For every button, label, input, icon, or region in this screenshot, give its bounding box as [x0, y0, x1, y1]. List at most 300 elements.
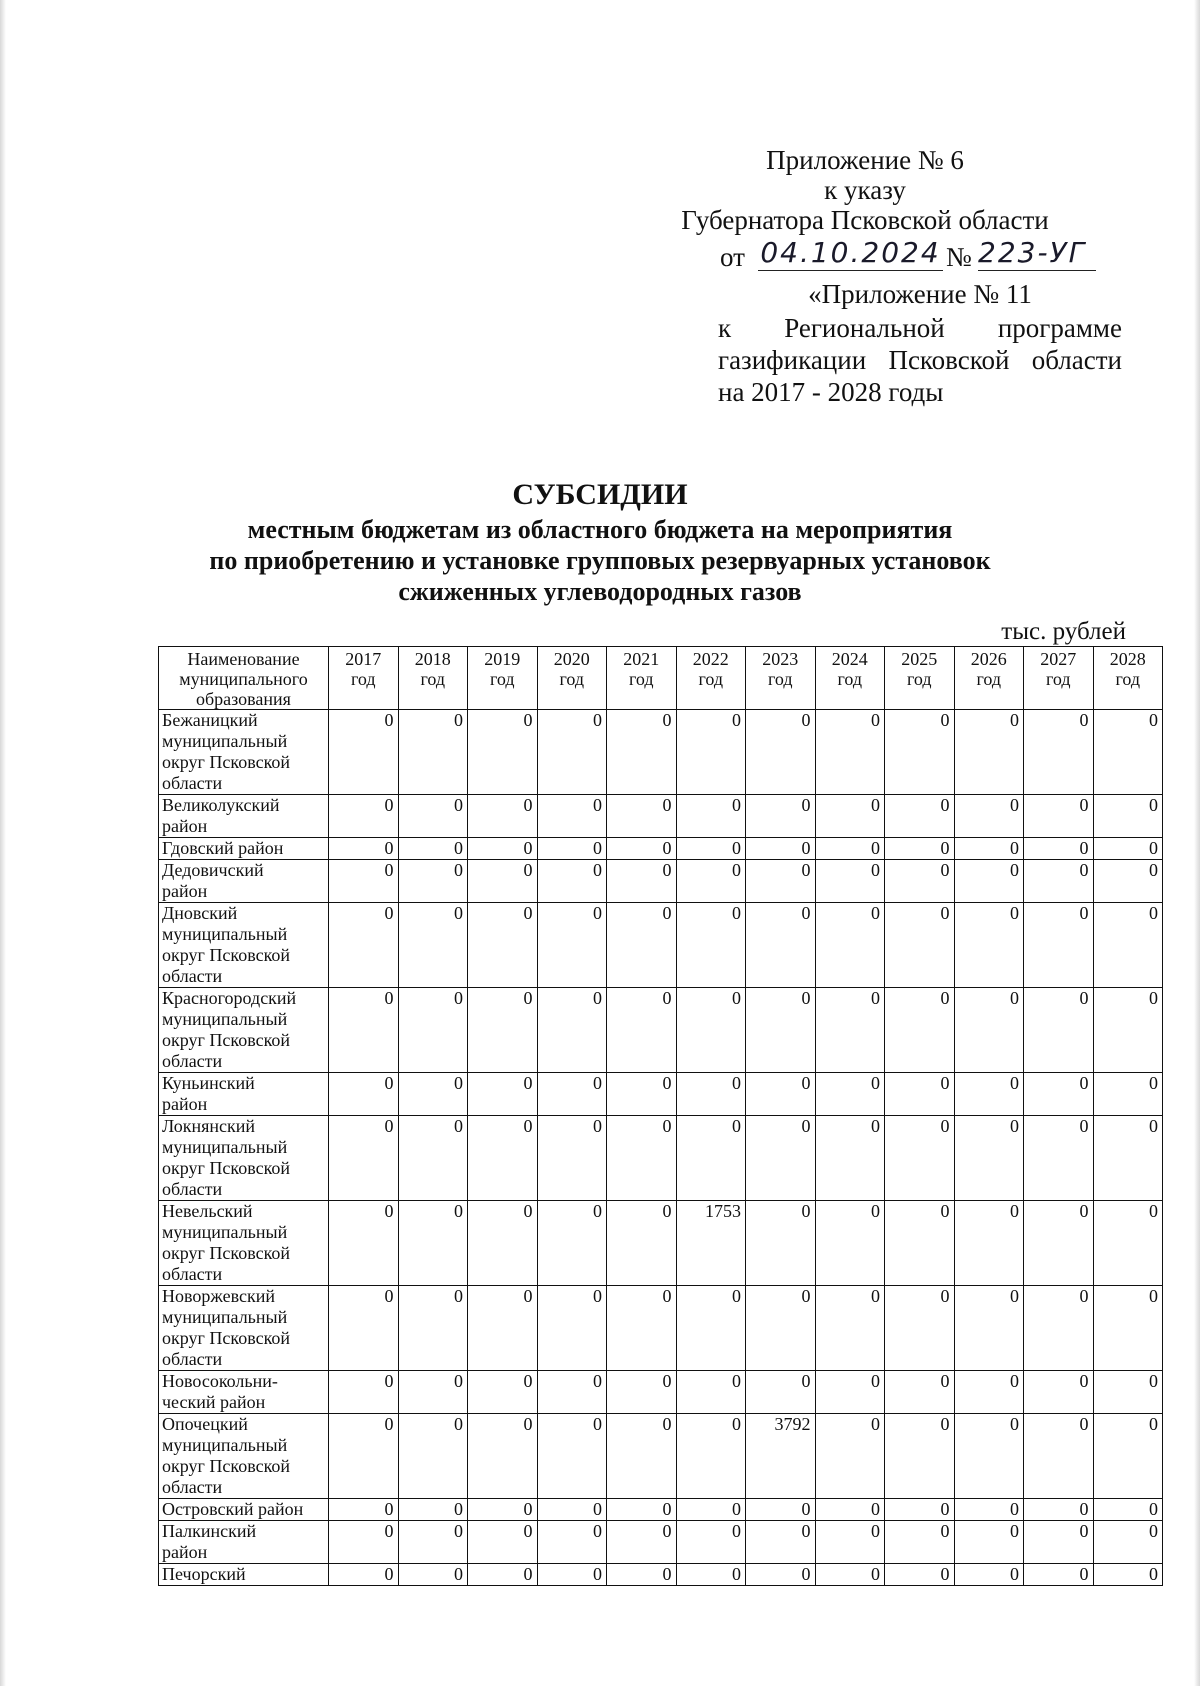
year-suffix: год [837, 669, 863, 689]
value-cell: 0 [815, 903, 885, 988]
value-cell: 0 [1093, 1201, 1163, 1286]
table-row [159, 795, 1163, 838]
program-appendix-title: «Приложение № 11 [808, 279, 1032, 309]
word: к [718, 313, 732, 343]
municipality-name-line: муниципальный [162, 731, 288, 751]
value-cell: 0 [954, 1286, 1024, 1371]
value-cell: 0 [815, 795, 885, 838]
value-cell: 0 [398, 795, 468, 838]
year-label: 2022 [692, 649, 729, 669]
value-cell: 0 [537, 1564, 607, 1586]
municipality-name-line: Гдовский район [162, 838, 284, 858]
municipality-name-cell [159, 795, 329, 838]
municipality-name-cell [159, 988, 329, 1073]
table-row [159, 1564, 1163, 1586]
municipality-name-line: Локнянский [162, 1116, 256, 1136]
value-cell: 0 [885, 903, 955, 988]
municipality-name-line: Опочецкий [162, 1414, 248, 1434]
column-header-year [885, 647, 955, 710]
column-header-year [1024, 647, 1094, 710]
program-appendix-line: на 2017 - 2028 годы [718, 377, 944, 407]
value-cell: 0 [468, 1371, 538, 1414]
value-cell: 3792 [746, 1414, 816, 1499]
value-cell: 0 [746, 1371, 816, 1414]
value-cell: 0 [607, 1499, 677, 1521]
value-cell: 1753 [676, 1201, 746, 1286]
value-cell: 0 [1093, 710, 1163, 795]
value-cell: 0 [815, 1414, 885, 1499]
municipality-name-line: Куньинский [162, 1073, 255, 1093]
value-cell: 0 [329, 1073, 399, 1116]
program-appendix-line [718, 312, 1122, 344]
municipality-name-line: Печорский [162, 1564, 246, 1584]
word: программе [997, 313, 1122, 343]
table-row [159, 1371, 1163, 1414]
value-cell: 0 [537, 988, 607, 1073]
value-cell: 0 [746, 903, 816, 988]
header-line: муниципального [179, 669, 308, 689]
value-cell: 0 [537, 1201, 607, 1286]
value-cell: 0 [1093, 1564, 1163, 1586]
municipality-name-cell [159, 710, 329, 795]
header-line: образования [196, 689, 291, 709]
value-cell: 0 [468, 1521, 538, 1564]
municipality-name-line: муниципальный [162, 1137, 288, 1157]
column-header-year [398, 647, 468, 710]
title-main: СУБСИДИИ [512, 478, 688, 511]
municipality-name-cell [159, 903, 329, 988]
value-cell: 0 [746, 838, 816, 860]
value-cell: 0 [607, 710, 677, 795]
table-row [159, 1073, 1163, 1116]
municipality-name-line: муниципальный [162, 1307, 288, 1327]
year-label: 2017 [345, 649, 382, 669]
municipality-name-line: округ Псковской [162, 1030, 291, 1050]
year-label: 2023 [762, 649, 799, 669]
value-cell: 0 [746, 1201, 816, 1286]
value-cell: 0 [468, 710, 538, 795]
order-number-handwritten: 223-УГ [978, 236, 1096, 271]
municipality-name-line: ческий район [162, 1392, 266, 1412]
municipality-name-cell [159, 1073, 329, 1116]
value-cell: 0 [329, 1286, 399, 1371]
value-cell: 0 [1024, 1414, 1094, 1499]
value-cell: 0 [607, 903, 677, 988]
year-label: 2020 [553, 649, 590, 669]
value-cell: 0 [815, 1116, 885, 1201]
value-cell: 0 [954, 1414, 1024, 1499]
appendix-reference [630, 145, 1100, 235]
value-cell: 0 [954, 1521, 1024, 1564]
municipality-name-cell [159, 1286, 329, 1371]
year-label: 2019 [484, 649, 521, 669]
value-cell: 0 [1024, 1521, 1094, 1564]
value-cell: 0 [676, 1564, 746, 1586]
value-cell: 0 [1093, 1073, 1163, 1116]
value-cell: 0 [885, 1564, 955, 1586]
value-cell: 0 [885, 988, 955, 1073]
order-prefix: от [720, 242, 745, 272]
header-line: Наименование [187, 649, 300, 669]
value-cell: 0 [885, 1201, 955, 1286]
column-header-name [159, 647, 329, 710]
value-cell: 0 [885, 1116, 955, 1201]
order-date-handwritten: 04.10.2024 [758, 236, 943, 271]
value-cell: 0 [1024, 795, 1094, 838]
order-number-label: № [946, 242, 972, 272]
value-cell: 0 [468, 903, 538, 988]
value-cell: 0 [398, 1371, 468, 1414]
value-cell: 0 [954, 1371, 1024, 1414]
value-cell: 0 [537, 838, 607, 860]
value-cell: 0 [329, 860, 399, 903]
value-cell: 0 [746, 1073, 816, 1116]
municipality-name-cell [159, 1371, 329, 1414]
value-cell: 0 [468, 1201, 538, 1286]
value-cell: 0 [1024, 710, 1094, 795]
value-cell: 0 [468, 1073, 538, 1116]
value-cell: 0 [954, 838, 1024, 860]
value-cell: 0 [954, 795, 1024, 838]
value-cell: 0 [885, 860, 955, 903]
value-cell: 0 [1024, 1201, 1094, 1286]
value-cell: 0 [676, 795, 746, 838]
municipality-name-line: муниципальный [162, 924, 288, 944]
value-cell: 0 [676, 1371, 746, 1414]
value-cell: 0 [468, 838, 538, 860]
value-cell: 0 [468, 860, 538, 903]
municipality-name-cell [159, 1521, 329, 1564]
year-suffix: год [350, 669, 376, 689]
value-cell: 0 [607, 1116, 677, 1201]
column-header-year [954, 647, 1024, 710]
value-cell: 0 [815, 1521, 885, 1564]
value-cell: 0 [607, 1414, 677, 1499]
value-cell: 0 [537, 1521, 607, 1564]
value-cell: 0 [607, 1521, 677, 1564]
value-cell: 0 [329, 710, 399, 795]
value-cell: 0 [885, 795, 955, 838]
value-cell: 0 [398, 838, 468, 860]
year-label: 2025 [901, 649, 938, 669]
value-cell: 0 [1093, 1521, 1163, 1564]
column-header-year [329, 647, 399, 710]
value-cell: 0 [1093, 1414, 1163, 1499]
municipality-name-line: округ Псковской [162, 1456, 291, 1476]
value-cell: 0 [954, 903, 1024, 988]
value-cell: 0 [468, 1564, 538, 1586]
word: Псковской [888, 345, 1010, 375]
value-cell: 0 [746, 1286, 816, 1371]
order-line [720, 236, 1100, 276]
value-cell: 0 [537, 795, 607, 838]
value-cell: 0 [746, 1521, 816, 1564]
value-cell: 0 [815, 838, 885, 860]
year-suffix: год [767, 669, 793, 689]
table-row [159, 1201, 1163, 1286]
year-label: 2021 [623, 649, 660, 669]
value-cell: 0 [746, 1499, 816, 1521]
value-cell: 0 [1093, 860, 1163, 903]
value-cell: 0 [1024, 860, 1094, 903]
value-cell: 0 [607, 795, 677, 838]
value-cell: 0 [537, 860, 607, 903]
column-header-year [746, 647, 816, 710]
value-cell: 0 [815, 988, 885, 1073]
value-cell: 0 [1024, 1371, 1094, 1414]
value-cell: 0 [329, 1116, 399, 1201]
value-cell: 0 [398, 1286, 468, 1371]
municipality-name-line: Островский район [162, 1499, 304, 1519]
column-header-year [676, 647, 746, 710]
value-cell: 0 [329, 988, 399, 1073]
municipality-name-line: области [162, 1349, 223, 1369]
value-cell: 0 [468, 1286, 538, 1371]
municipality-name-cell [159, 1499, 329, 1521]
value-cell: 0 [815, 710, 885, 795]
year-label: 2028 [1109, 649, 1146, 669]
value-cell: 0 [1093, 988, 1163, 1073]
value-cell: 0 [815, 1286, 885, 1371]
municipality-name-line: Дновский [162, 903, 238, 923]
municipality-name-line: муниципальный [162, 1009, 288, 1029]
value-cell: 0 [398, 988, 468, 1073]
value-cell: 0 [398, 1499, 468, 1521]
value-cell: 0 [954, 1499, 1024, 1521]
units-label: тыс. рублей [1001, 618, 1126, 645]
value-cell: 0 [1093, 1286, 1163, 1371]
value-cell: 0 [1093, 1116, 1163, 1201]
municipality-name-line: области [162, 1477, 223, 1497]
value-cell: 0 [398, 1414, 468, 1499]
value-cell: 0 [607, 1564, 677, 1586]
value-cell: 0 [607, 1286, 677, 1371]
municipality-name-line: район [162, 1542, 208, 1562]
year-suffix: год [1045, 669, 1071, 689]
value-cell: 0 [537, 1414, 607, 1499]
value-cell: 0 [607, 1371, 677, 1414]
value-cell: 0 [676, 1499, 746, 1521]
year-suffix: год [559, 669, 585, 689]
column-header-year [468, 647, 538, 710]
value-cell: 0 [676, 710, 746, 795]
program-appendix-line [718, 344, 1122, 376]
value-cell: 0 [607, 838, 677, 860]
column-header-year [607, 647, 677, 710]
value-cell: 0 [746, 710, 816, 795]
municipality-name-line: Великолукский [162, 795, 280, 815]
value-cell: 0 [398, 1564, 468, 1586]
municipality-name-line: области [162, 1179, 223, 1199]
value-cell: 0 [468, 988, 538, 1073]
value-cell: 0 [1024, 1564, 1094, 1586]
table-row [159, 988, 1163, 1073]
municipality-name-line: Дедовичский [162, 860, 264, 880]
value-cell: 0 [537, 1073, 607, 1116]
value-cell: 0 [537, 903, 607, 988]
value-cell: 0 [329, 903, 399, 988]
value-cell: 0 [537, 1499, 607, 1521]
municipality-name-cell [159, 838, 329, 860]
column-header-year [815, 647, 885, 710]
municipality-name-line: округ Псковской [162, 1243, 291, 1263]
value-cell: 0 [746, 1116, 816, 1201]
table-body [159, 710, 1163, 1586]
value-cell: 0 [468, 1499, 538, 1521]
municipality-name-cell [159, 1564, 329, 1586]
municipality-name-line: Красногородский [162, 988, 297, 1008]
value-cell: 0 [1024, 903, 1094, 988]
table-row [159, 1286, 1163, 1371]
municipality-name-line: район [162, 881, 208, 901]
value-cell: 0 [398, 1521, 468, 1564]
municipality-name-line: округ Псковской [162, 945, 291, 965]
municipality-name-line: район [162, 816, 208, 836]
table-header-row [159, 647, 1163, 710]
value-cell: 0 [954, 1073, 1024, 1116]
value-cell: 0 [1024, 1286, 1094, 1371]
value-cell: 0 [329, 1371, 399, 1414]
value-cell: 0 [676, 1286, 746, 1371]
value-cell: 0 [815, 1371, 885, 1414]
municipality-name-line: области [162, 1264, 223, 1284]
value-cell: 0 [329, 1201, 399, 1286]
value-cell: 0 [746, 988, 816, 1073]
value-cell: 0 [468, 795, 538, 838]
value-cell: 0 [954, 988, 1024, 1073]
year-label: 2027 [1040, 649, 1077, 669]
value-cell: 0 [1024, 838, 1094, 860]
value-cell: 0 [398, 710, 468, 795]
value-cell: 0 [954, 1201, 1024, 1286]
value-cell: 0 [885, 1073, 955, 1116]
subsidies-table [158, 646, 1163, 1586]
municipality-name-line: области [162, 1051, 223, 1071]
table-row [159, 1521, 1163, 1564]
municipality-name-cell [159, 1201, 329, 1286]
municipality-name-line: муниципальный [162, 1435, 288, 1455]
value-cell: 0 [676, 988, 746, 1073]
value-cell: 0 [954, 1116, 1024, 1201]
table-row [159, 1116, 1163, 1201]
municipality-name-line: области [162, 773, 223, 793]
year-suffix: год [906, 669, 932, 689]
value-cell: 0 [954, 710, 1024, 795]
municipality-name-cell [159, 860, 329, 903]
value-cell: 0 [815, 1073, 885, 1116]
title-sub: местным бюджетам из областного бюджета на мероприятия [247, 515, 953, 544]
municipality-name-cell [159, 1116, 329, 1201]
value-cell: 0 [329, 838, 399, 860]
value-cell: 0 [954, 860, 1024, 903]
year-label: 2026 [970, 649, 1007, 669]
column-header-year [1093, 647, 1163, 710]
municipality-name-line: области [162, 966, 223, 986]
municipality-name-line: Новосокольни- [162, 1371, 278, 1391]
municipality-name-cell [159, 1414, 329, 1499]
column-header-year [537, 647, 607, 710]
value-cell: 0 [1024, 1073, 1094, 1116]
value-cell: 0 [398, 1201, 468, 1286]
value-cell: 0 [954, 1564, 1024, 1586]
municipality-name-line: округ Псковской [162, 1328, 291, 1348]
value-cell: 0 [885, 1499, 955, 1521]
table-row [159, 710, 1163, 795]
value-cell: 0 [676, 860, 746, 903]
year-suffix: год [489, 669, 515, 689]
value-cell: 0 [329, 1564, 399, 1586]
municipality-name-line: Бежаницкий [162, 710, 258, 730]
year-suffix: год [628, 669, 654, 689]
value-cell: 0 [885, 1521, 955, 1564]
year-suffix: год [698, 669, 724, 689]
word: Региональной [784, 313, 945, 343]
year-label: 2018 [414, 649, 451, 669]
appendix-line: Губернатора Псковской области [681, 205, 1049, 235]
scan-edge-right [1194, 0, 1200, 1686]
year-suffix: год [420, 669, 446, 689]
municipality-name-line: район [162, 1094, 208, 1114]
municipality-name-line: муниципальный [162, 1222, 288, 1242]
table-row [159, 860, 1163, 903]
value-cell: 0 [746, 860, 816, 903]
municipality-name-line: округ Псковской [162, 1158, 291, 1178]
value-cell: 0 [468, 1414, 538, 1499]
value-cell: 0 [329, 1414, 399, 1499]
value-cell: 0 [815, 1564, 885, 1586]
value-cell: 0 [676, 1073, 746, 1116]
value-cell: 0 [607, 860, 677, 903]
program-appendix-reference [718, 278, 1122, 408]
value-cell: 0 [1024, 1116, 1094, 1201]
table-row [159, 838, 1163, 860]
value-cell: 0 [329, 1499, 399, 1521]
document-title [170, 476, 1030, 607]
value-cell: 0 [885, 1371, 955, 1414]
table-row [159, 1499, 1163, 1521]
value-cell: 0 [676, 838, 746, 860]
value-cell: 0 [815, 860, 885, 903]
value-cell: 0 [1093, 1499, 1163, 1521]
municipality-name-line: округ Псковской [162, 752, 291, 772]
value-cell: 0 [398, 903, 468, 988]
appendix-line: Приложение № 6 [766, 145, 964, 175]
value-cell: 0 [398, 1116, 468, 1201]
value-cell: 0 [1093, 838, 1163, 860]
value-cell: 0 [537, 1371, 607, 1414]
word: газификации [718, 345, 867, 375]
value-cell: 0 [885, 838, 955, 860]
scan-edge-left [0, 0, 6, 1686]
municipality-name-line: Палкинский [162, 1521, 257, 1541]
value-cell: 0 [885, 1414, 955, 1499]
value-cell: 0 [885, 710, 955, 795]
value-cell: 0 [746, 795, 816, 838]
year-suffix: год [976, 669, 1002, 689]
value-cell: 0 [1093, 795, 1163, 838]
value-cell: 0 [676, 1116, 746, 1201]
value-cell: 0 [746, 1564, 816, 1586]
word: области [1031, 345, 1122, 375]
title-sub: по приобретению и установке групповых резервуарных установок [209, 546, 991, 575]
value-cell: 0 [329, 1521, 399, 1564]
value-cell: 0 [1093, 903, 1163, 988]
value-cell: 0 [537, 710, 607, 795]
value-cell: 0 [607, 1201, 677, 1286]
value-cell: 0 [1024, 1499, 1094, 1521]
year-suffix: год [1115, 669, 1141, 689]
year-label: 2024 [831, 649, 868, 669]
